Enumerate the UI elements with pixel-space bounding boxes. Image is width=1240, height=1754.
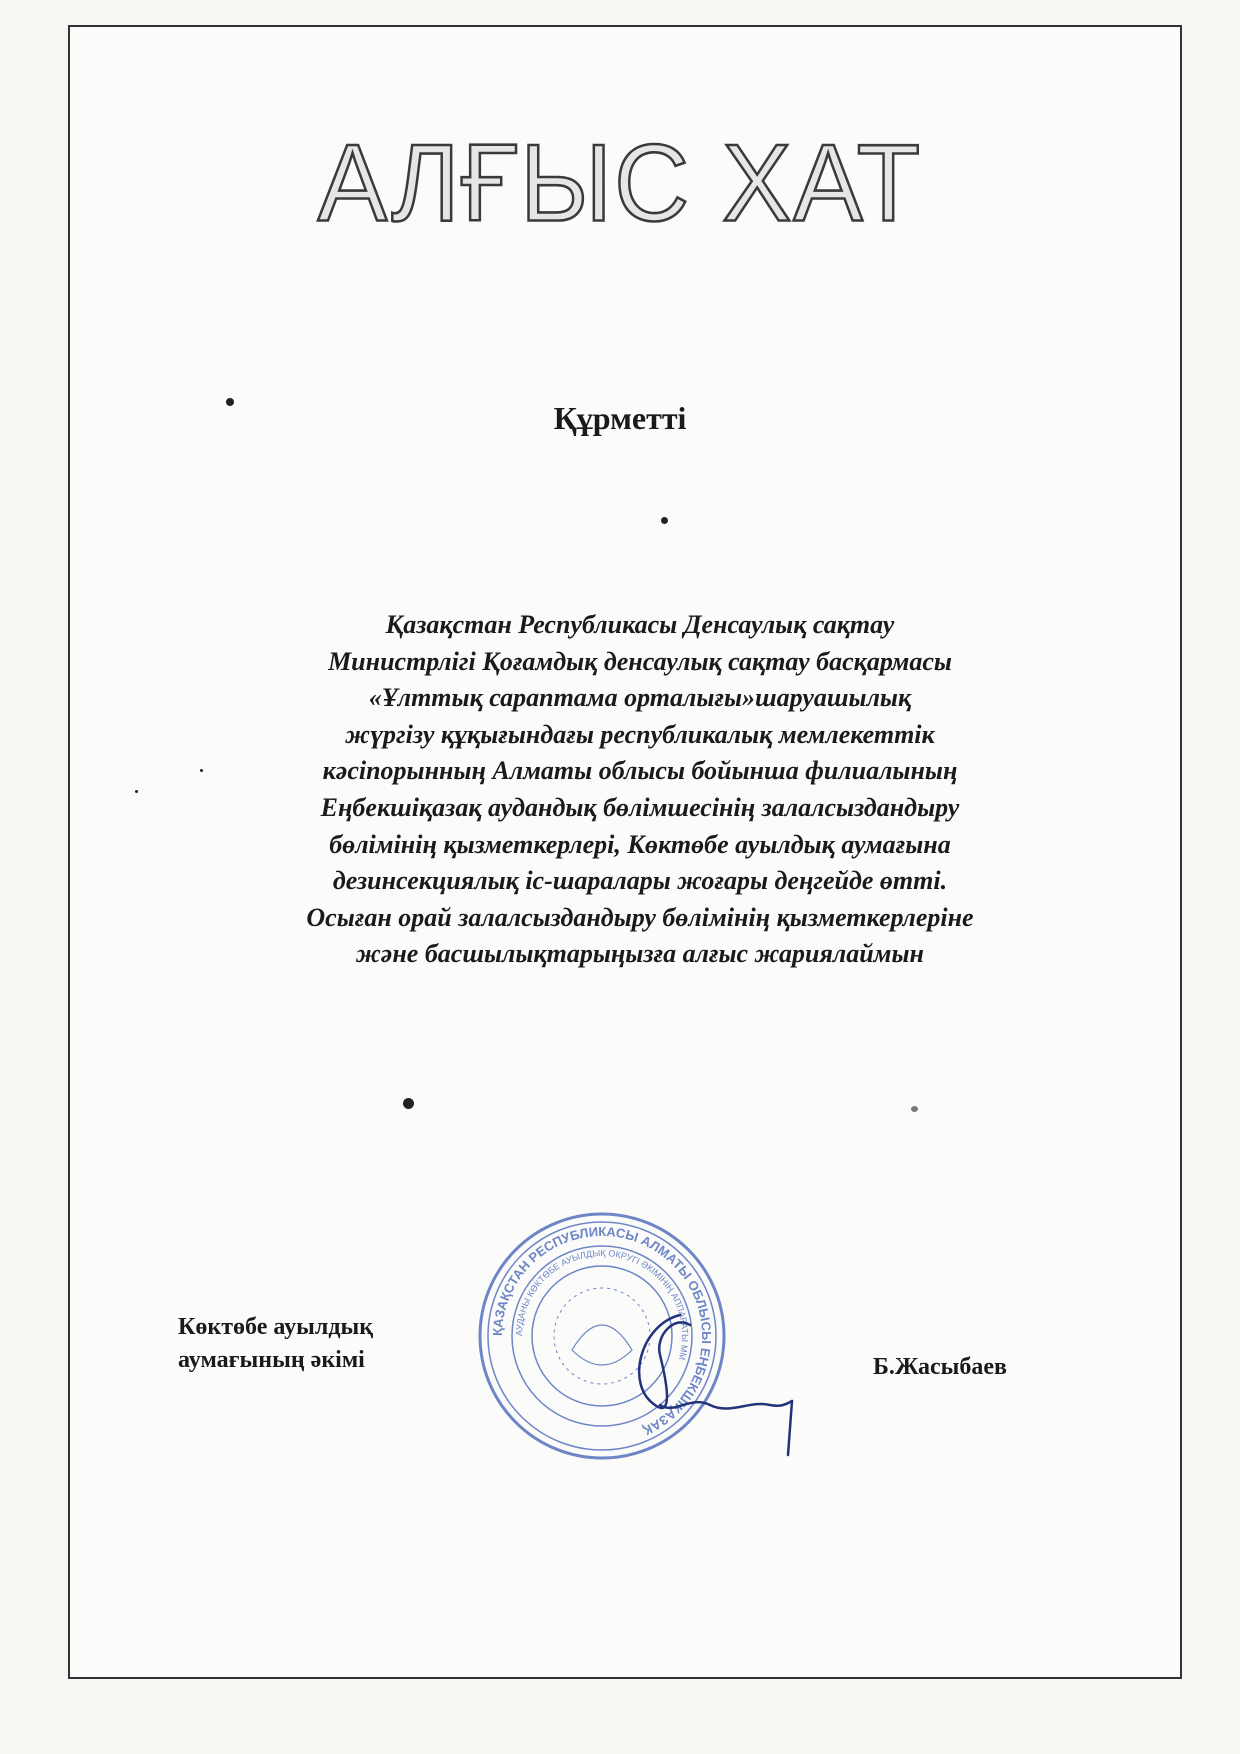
signer-position-line: Көктөбе ауылдық [178, 1314, 374, 1340]
scan-speck [135, 790, 138, 793]
body-line: және басшылықтарыңызға алғыс жариялаймын [356, 939, 924, 969]
seal-outer-text: ҚАЗАҚСТАН РЕСПУБЛИКАСЫ АЛМАТЫ ОБЛЫСЫ ЕҢБЕКШІҚАЗАҚ [489, 1223, 715, 1439]
body-line: бөлімінің қызметкерлері, Көктөбе ауылдық аумағына [329, 829, 951, 859]
body-line: Еңбекшіқазақ аудандық бөлімшесінің залалсыздандыру [320, 792, 960, 822]
letter-body [200, 607, 1080, 973]
body-line: Қазақстан Республикасы Денсаулық сақтау [385, 610, 895, 639]
letter-title: АЛҒЫС ХАТ [317, 123, 923, 245]
salutation: Құрметті [553, 400, 687, 436]
body-line: Министрлігі Қоғамдық денсаулық сақтау басқармасы [328, 646, 952, 676]
scan-speck [226, 398, 234, 406]
signature-icon [620, 1255, 810, 1465]
scan-speck [911, 1106, 918, 1112]
body-line: «Ұлттық сараптама орталығы»шаруашылық [368, 683, 912, 713]
seal-inner-text: АУДАНЫ КӨКТӨБЕ АУЫЛДЫҚ ОКРУГІ ӘКІМІНІҢ АППАРАТЫ ММ [513, 1247, 691, 1362]
body-line: жүргізу құқығындағы республикалық мемлекеттік [345, 719, 935, 749]
scan-speck [661, 517, 668, 524]
body-line: кәсіпорынның Алматы облысы бойынша филиалының [322, 756, 958, 786]
body-line: дезинсекциялық іс-шаралары жоғары деңгейде өтті. [332, 866, 948, 896]
signer-position-line: аумағының әкімі [178, 1347, 365, 1373]
scan-speck [200, 769, 203, 772]
signer-name: Б.Жасыбаев [873, 1354, 1008, 1380]
body-line: Осыған орай залалсыздандыру бөлімінің қызметкерлеріне [306, 902, 974, 932]
signer-position [178, 1311, 373, 1377]
scan-speck [403, 1098, 414, 1109]
